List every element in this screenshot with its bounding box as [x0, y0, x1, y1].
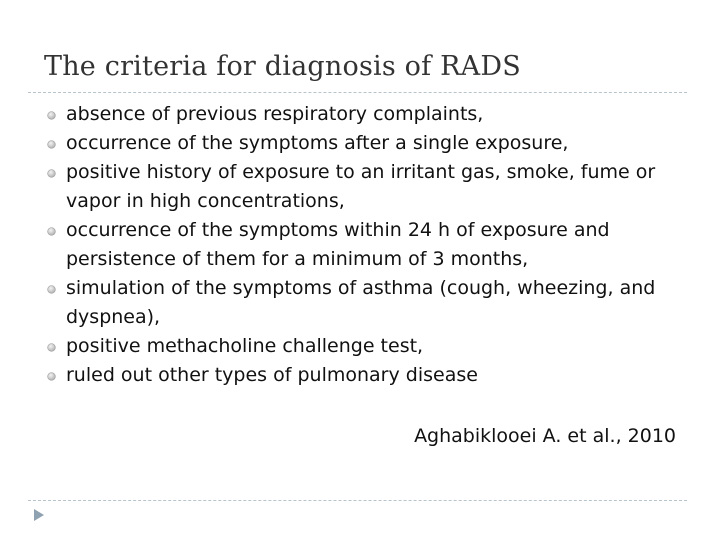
- list-item: [0, 129, 686, 158]
- circle-bullet-icon: [47, 227, 56, 236]
- circle-bullet-icon: [47, 140, 56, 149]
- circle-bullet-icon: [47, 372, 56, 381]
- circle-bullet-icon: [47, 343, 56, 352]
- list-item: [0, 332, 686, 361]
- list-item: [0, 274, 686, 332]
- circle-bullet-icon: [47, 111, 56, 120]
- footer-divider: [28, 500, 687, 501]
- list-item-text: ruled out other types of pulmonary disease: [66, 364, 478, 386]
- list-item: [0, 100, 686, 129]
- list-item-text: positive methacholine challenge test,: [66, 335, 424, 357]
- citation: Aghabiklooei A. et al., 2010: [414, 425, 676, 447]
- list-item: [0, 158, 686, 216]
- circle-bullet-icon: [47, 285, 56, 294]
- title-divider: [28, 92, 687, 93]
- criteria-list: [0, 100, 720, 390]
- list-item-text: positive history of exposure to an irritant gas, smoke, fume or vapor in high concentrations,: [66, 161, 656, 212]
- slide-title: The criteria for diagnosis of RADS: [44, 51, 521, 82]
- list-item: [0, 361, 686, 390]
- list-item-text: absence of previous respiratory complaints,: [66, 103, 484, 125]
- list-item-text: occurrence of the symptoms after a single exposure,: [66, 132, 569, 154]
- list-item-text: occurrence of the symptoms within 24 h of exposure and persistence of them for a minimum of 3 months,: [66, 219, 610, 270]
- circle-bullet-icon: [47, 169, 56, 178]
- list-item: [0, 216, 686, 274]
- triangle-arrow-icon[interactable]: [33, 508, 45, 522]
- list-item-text: simulation of the symptoms of asthma (cough, wheezing, and dyspnea),: [66, 277, 656, 328]
